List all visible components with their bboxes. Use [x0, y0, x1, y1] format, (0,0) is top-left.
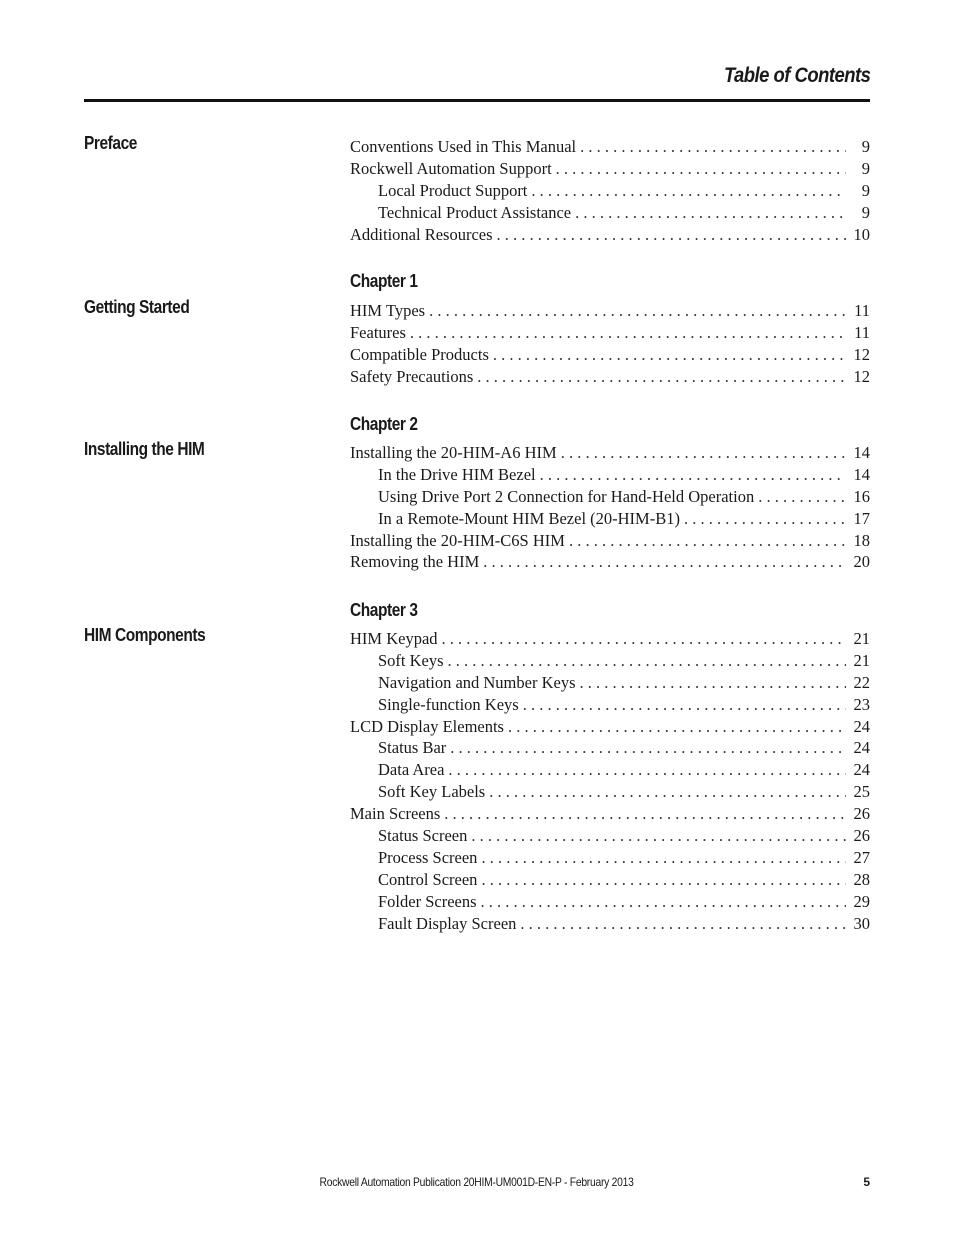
toc-entry-title: Technical Product Assistance	[378, 202, 572, 222]
toc-entry[interactable]	[350, 694, 870, 716]
chapter-heading: Chapter 1	[350, 271, 418, 291]
dot-leader	[471, 825, 846, 847]
toc-entry[interactable]	[350, 759, 870, 781]
toc-entry-title: HIM Keypad	[350, 629, 438, 648]
toc-entry-title: Additional Resources	[350, 224, 493, 244]
dot-leader	[448, 650, 846, 672]
chapter-heading: Chapter 3	[350, 600, 418, 620]
dot-leader	[531, 180, 846, 202]
toc-entry[interactable]	[350, 847, 870, 869]
toc-entry[interactable]	[350, 913, 870, 935]
toc-entry[interactable]	[350, 781, 870, 803]
toc-entry-title: Installing the 20-HIM-A6 HIM	[350, 443, 557, 462]
toc-entry-page-number: 24	[853, 738, 870, 758]
dot-leader	[580, 672, 847, 694]
toc-entry[interactable]	[350, 737, 870, 759]
toc-entry-page-number: 21	[853, 629, 870, 648]
toc-entry[interactable]	[350, 366, 870, 388]
toc-entry[interactable]	[350, 300, 870, 322]
toc-entry-title: Installing the 20-HIM-C6S HIM	[350, 530, 565, 550]
toc-entry[interactable]	[350, 508, 870, 530]
toc-entry-page-number: 11	[854, 301, 870, 320]
dot-leader	[523, 694, 846, 716]
dot-leader	[569, 530, 846, 552]
toc-entry[interactable]	[350, 202, 870, 224]
toc-entry[interactable]	[350, 803, 870, 825]
toc-entry-page-number: 26	[853, 826, 870, 846]
toc-entry-page-number: 22	[853, 672, 870, 692]
toc-entry[interactable]	[350, 180, 870, 202]
toc-entry-title: Navigation and Number Keys	[378, 672, 576, 692]
publication-info	[0, 1175, 954, 1189]
toc-entry-page-number: 11	[854, 322, 870, 342]
toc-entry-title: Soft Keys	[378, 650, 444, 670]
toc-entry[interactable]	[350, 716, 870, 738]
toc-entry[interactable]	[350, 322, 870, 344]
toc-entry-title: Features	[350, 322, 406, 342]
toc-entry-title: Data Area	[378, 760, 445, 780]
toc-entry-title: HIM Types	[350, 301, 426, 320]
toc-entry-page-number: 29	[853, 891, 870, 911]
toc-entry-title: In a Remote-Mount HIM Bezel (20-HIM-B1)	[378, 508, 680, 528]
toc-entry-list	[350, 442, 870, 573]
toc-entry-title: Main Screens	[350, 804, 441, 824]
dot-leader	[684, 508, 846, 530]
toc-entry-page-number: 27	[853, 847, 870, 867]
toc-entry-title: Control Screen	[378, 869, 478, 889]
section-label: HIM Components	[84, 625, 206, 645]
toc-entry-page-number: 9	[861, 202, 870, 222]
toc-entry-title: In the Drive HIM Bezel	[378, 464, 536, 484]
toc-entry-list	[350, 628, 870, 934]
toc-entry-title: Using Drive Port 2 Connection for Hand-Held Operation	[378, 486, 755, 506]
page-number: 5	[863, 1175, 870, 1189]
toc-entry-title: Process Screen	[378, 847, 478, 867]
toc-entry-title: Folder Screens	[378, 891, 477, 911]
toc-entry-title: Conventions Used in This Manual	[350, 137, 577, 156]
toc-entry-page-number: 25	[853, 782, 870, 802]
dot-leader	[481, 847, 846, 869]
toc-entry[interactable]	[350, 224, 870, 246]
toc-entry[interactable]	[350, 136, 870, 158]
toc-entry-page-number: 12	[853, 366, 870, 386]
toc-entry-title: Single-function Keys	[378, 694, 519, 714]
toc-entry-page-number: 9	[861, 180, 870, 200]
toc-entry-title: Fault Display Screen	[378, 913, 517, 933]
dot-leader	[540, 464, 846, 486]
dot-leader	[497, 224, 846, 246]
toc-entry-page-number: 10	[853, 224, 870, 244]
toc-entry-title: Status Bar	[378, 738, 447, 758]
dot-leader	[429, 300, 846, 322]
toc-entry[interactable]	[350, 158, 870, 180]
toc-entry-list	[350, 136, 870, 245]
toc-entry[interactable]	[350, 891, 870, 913]
toc-entry-page-number: 21	[853, 650, 870, 670]
toc-entry[interactable]	[350, 464, 870, 486]
toc-entry-page-number: 30	[853, 913, 870, 933]
dot-leader	[442, 628, 846, 650]
toc-entry[interactable]	[350, 650, 870, 672]
toc-entry[interactable]	[350, 672, 870, 694]
toc-entry-title: Local Product Support	[378, 180, 528, 200]
toc-entry-page-number: 9	[861, 137, 870, 156]
toc-entry-title: Rockwell Automation Support	[350, 158, 552, 178]
toc-entry[interactable]	[350, 486, 870, 508]
toc-entry[interactable]	[350, 628, 870, 650]
toc-entry-page-number: 18	[853, 530, 870, 550]
publication-text: Rockwell Automation Publication 20HIM-UM001D-EN-P - February 2013	[319, 1175, 635, 1189]
toc-entry[interactable]	[350, 825, 870, 847]
dot-leader	[758, 486, 846, 508]
toc-entry-page-number: 23	[853, 694, 870, 714]
dot-leader	[481, 891, 846, 913]
dot-leader	[481, 869, 846, 891]
toc-entry[interactable]	[350, 551, 870, 573]
dot-leader	[450, 737, 846, 759]
toc-entry-page-number: 20	[853, 552, 870, 572]
toc-entry-title: Removing the HIM	[350, 552, 480, 572]
section-label: Installing the HIM	[84, 439, 205, 459]
toc-entry-page-number: 12	[853, 344, 870, 364]
toc-entry-title: Safety Precautions	[350, 366, 474, 386]
dot-leader	[477, 366, 846, 388]
dot-leader	[483, 551, 846, 573]
dot-leader	[520, 913, 846, 935]
dot-leader	[444, 803, 846, 825]
dot-leader	[448, 759, 846, 781]
dot-leader	[556, 158, 846, 180]
toc-entry[interactable]	[350, 530, 870, 552]
toc-entry-page-number: 24	[853, 760, 870, 780]
toc-entry-title: Status Screen	[378, 826, 468, 846]
toc-entry-list	[350, 300, 870, 388]
toc-entry-title: Soft Key Labels	[378, 782, 486, 802]
toc-entry-page-number: 9	[861, 158, 870, 178]
toc-entry-page-number: 24	[853, 716, 870, 736]
toc-entry-page-number: 14	[853, 464, 870, 484]
toc-entry[interactable]	[350, 442, 870, 464]
section-label: Getting Started	[84, 297, 190, 317]
dot-leader	[410, 322, 846, 344]
header-divider	[84, 99, 870, 102]
section-label: Preface	[84, 133, 137, 153]
dot-leader	[489, 781, 846, 803]
toc-entry-page-number: 14	[853, 443, 870, 462]
toc-entry-page-number: 17	[853, 508, 870, 528]
dot-leader	[561, 442, 846, 464]
toc-entry-title: LCD Display Elements	[350, 716, 504, 736]
toc-entry-page-number: 26	[853, 804, 870, 824]
toc-entry-title: Compatible Products	[350, 344, 489, 364]
page-title: Table of Contents	[723, 64, 870, 87]
toc-entry-page-number: 28	[853, 869, 870, 889]
dot-leader	[580, 136, 846, 158]
chapter-heading: Chapter 2	[350, 414, 418, 434]
dot-leader	[493, 344, 846, 366]
toc-entry[interactable]	[350, 344, 870, 366]
toc-entry[interactable]	[350, 869, 870, 891]
dot-leader	[575, 202, 846, 224]
dot-leader	[508, 716, 846, 738]
toc-entry-page-number: 16	[853, 486, 870, 506]
